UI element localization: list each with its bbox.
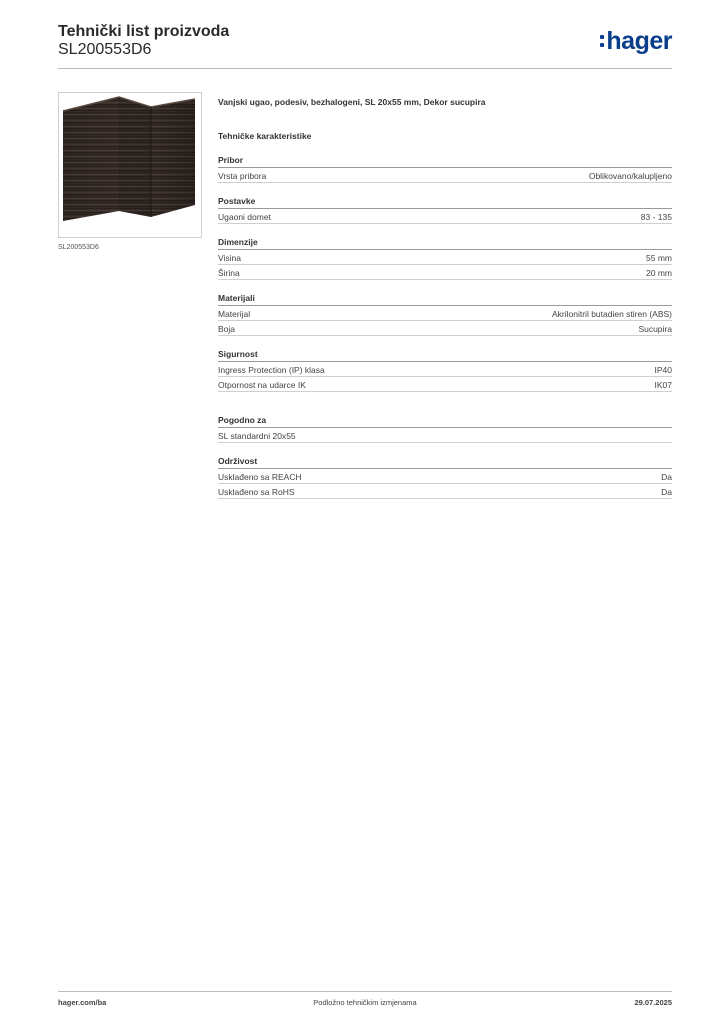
spec-value: Oblikovano/kalupljeno	[588, 170, 672, 181]
spec-label: Širina	[218, 267, 240, 278]
spec-label: Ingress Protection (IP) klasa	[218, 364, 325, 375]
logo-dots-icon	[600, 33, 604, 49]
footer-date: 29.07.2025	[634, 998, 672, 1007]
section-title: Pogodno za	[218, 414, 672, 428]
spec-value: Da	[661, 486, 672, 497]
spec-section-safety	[218, 348, 672, 392]
spec-value: Sucupira	[638, 323, 672, 334]
spec-section-dimensions	[218, 236, 672, 280]
spec-row	[218, 168, 672, 183]
specifications	[218, 96, 672, 499]
section-title: Sigurnost	[218, 348, 672, 362]
spec-row	[218, 265, 672, 280]
spec-value: 20 mm	[646, 267, 672, 278]
spec-row	[218, 428, 672, 443]
product-image	[58, 92, 202, 238]
spec-value: Akrilonitril butadien stiren (ABS)	[552, 308, 672, 319]
spec-section-materials	[218, 292, 672, 336]
spec-label: Otpornost na udarce IK	[218, 379, 306, 390]
page-title: Tehnički list proizvoda	[58, 23, 230, 40]
footer-notice: Podložno tehničkim izmjenama	[313, 998, 417, 1007]
spec-value: Da	[661, 471, 672, 482]
spec-row	[218, 306, 672, 321]
hager-logo	[600, 28, 672, 54]
spec-section-sustainability	[218, 455, 672, 499]
spec-section-suitable-for	[218, 414, 672, 443]
spec-value: 83 - 135	[640, 211, 672, 222]
spec-value: IP40	[654, 364, 672, 375]
document-footer	[58, 998, 672, 1010]
spec-row	[218, 377, 672, 392]
technical-characteristics-heading: Tehničke karakteristike	[218, 131, 312, 141]
spec-row	[218, 321, 672, 336]
spec-row	[218, 209, 672, 224]
spec-label: Vrsta pribora	[218, 170, 267, 181]
spec-label: Materijal	[218, 308, 251, 319]
footer-website: hager.com/ba	[58, 998, 107, 1007]
section-title: Pribor	[218, 154, 672, 168]
image-caption: SL200553D6	[58, 244, 99, 251]
spec-label: Ugaoni domet	[218, 211, 271, 222]
spec-value: 55 mm	[646, 252, 672, 263]
spec-row	[218, 484, 672, 499]
spec-row	[218, 362, 672, 377]
spec-row	[218, 250, 672, 265]
document-header	[58, 22, 672, 70]
footer-divider	[58, 991, 672, 992]
spec-value: IK07	[654, 379, 672, 390]
logo-text: hager	[606, 27, 672, 55]
header-divider	[58, 68, 672, 69]
section-title: Materijali	[218, 292, 672, 306]
spec-row	[218, 469, 672, 484]
section-title: Postavke	[218, 195, 672, 209]
product-code: SL200553D6	[58, 41, 152, 58]
spec-label: Usklađeno sa RoHS	[218, 486, 295, 497]
spec-label: SL standardni 20x55	[218, 430, 296, 441]
spec-section-settings	[218, 195, 672, 224]
section-title: Dimenzije	[218, 236, 672, 250]
spec-label: Usklađeno sa REACH	[218, 471, 302, 482]
spec-section-accessory	[218, 154, 672, 183]
corner-profile-icon	[59, 93, 201, 237]
spec-label: Boja	[218, 323, 236, 334]
spec-label: Visina	[218, 252, 241, 263]
product-description: Vanjski ugao, podesiv, bezhalogeni, SL 20x55 mm, Dekor sucupira	[218, 97, 486, 107]
section-title: Održivost	[218, 455, 672, 469]
